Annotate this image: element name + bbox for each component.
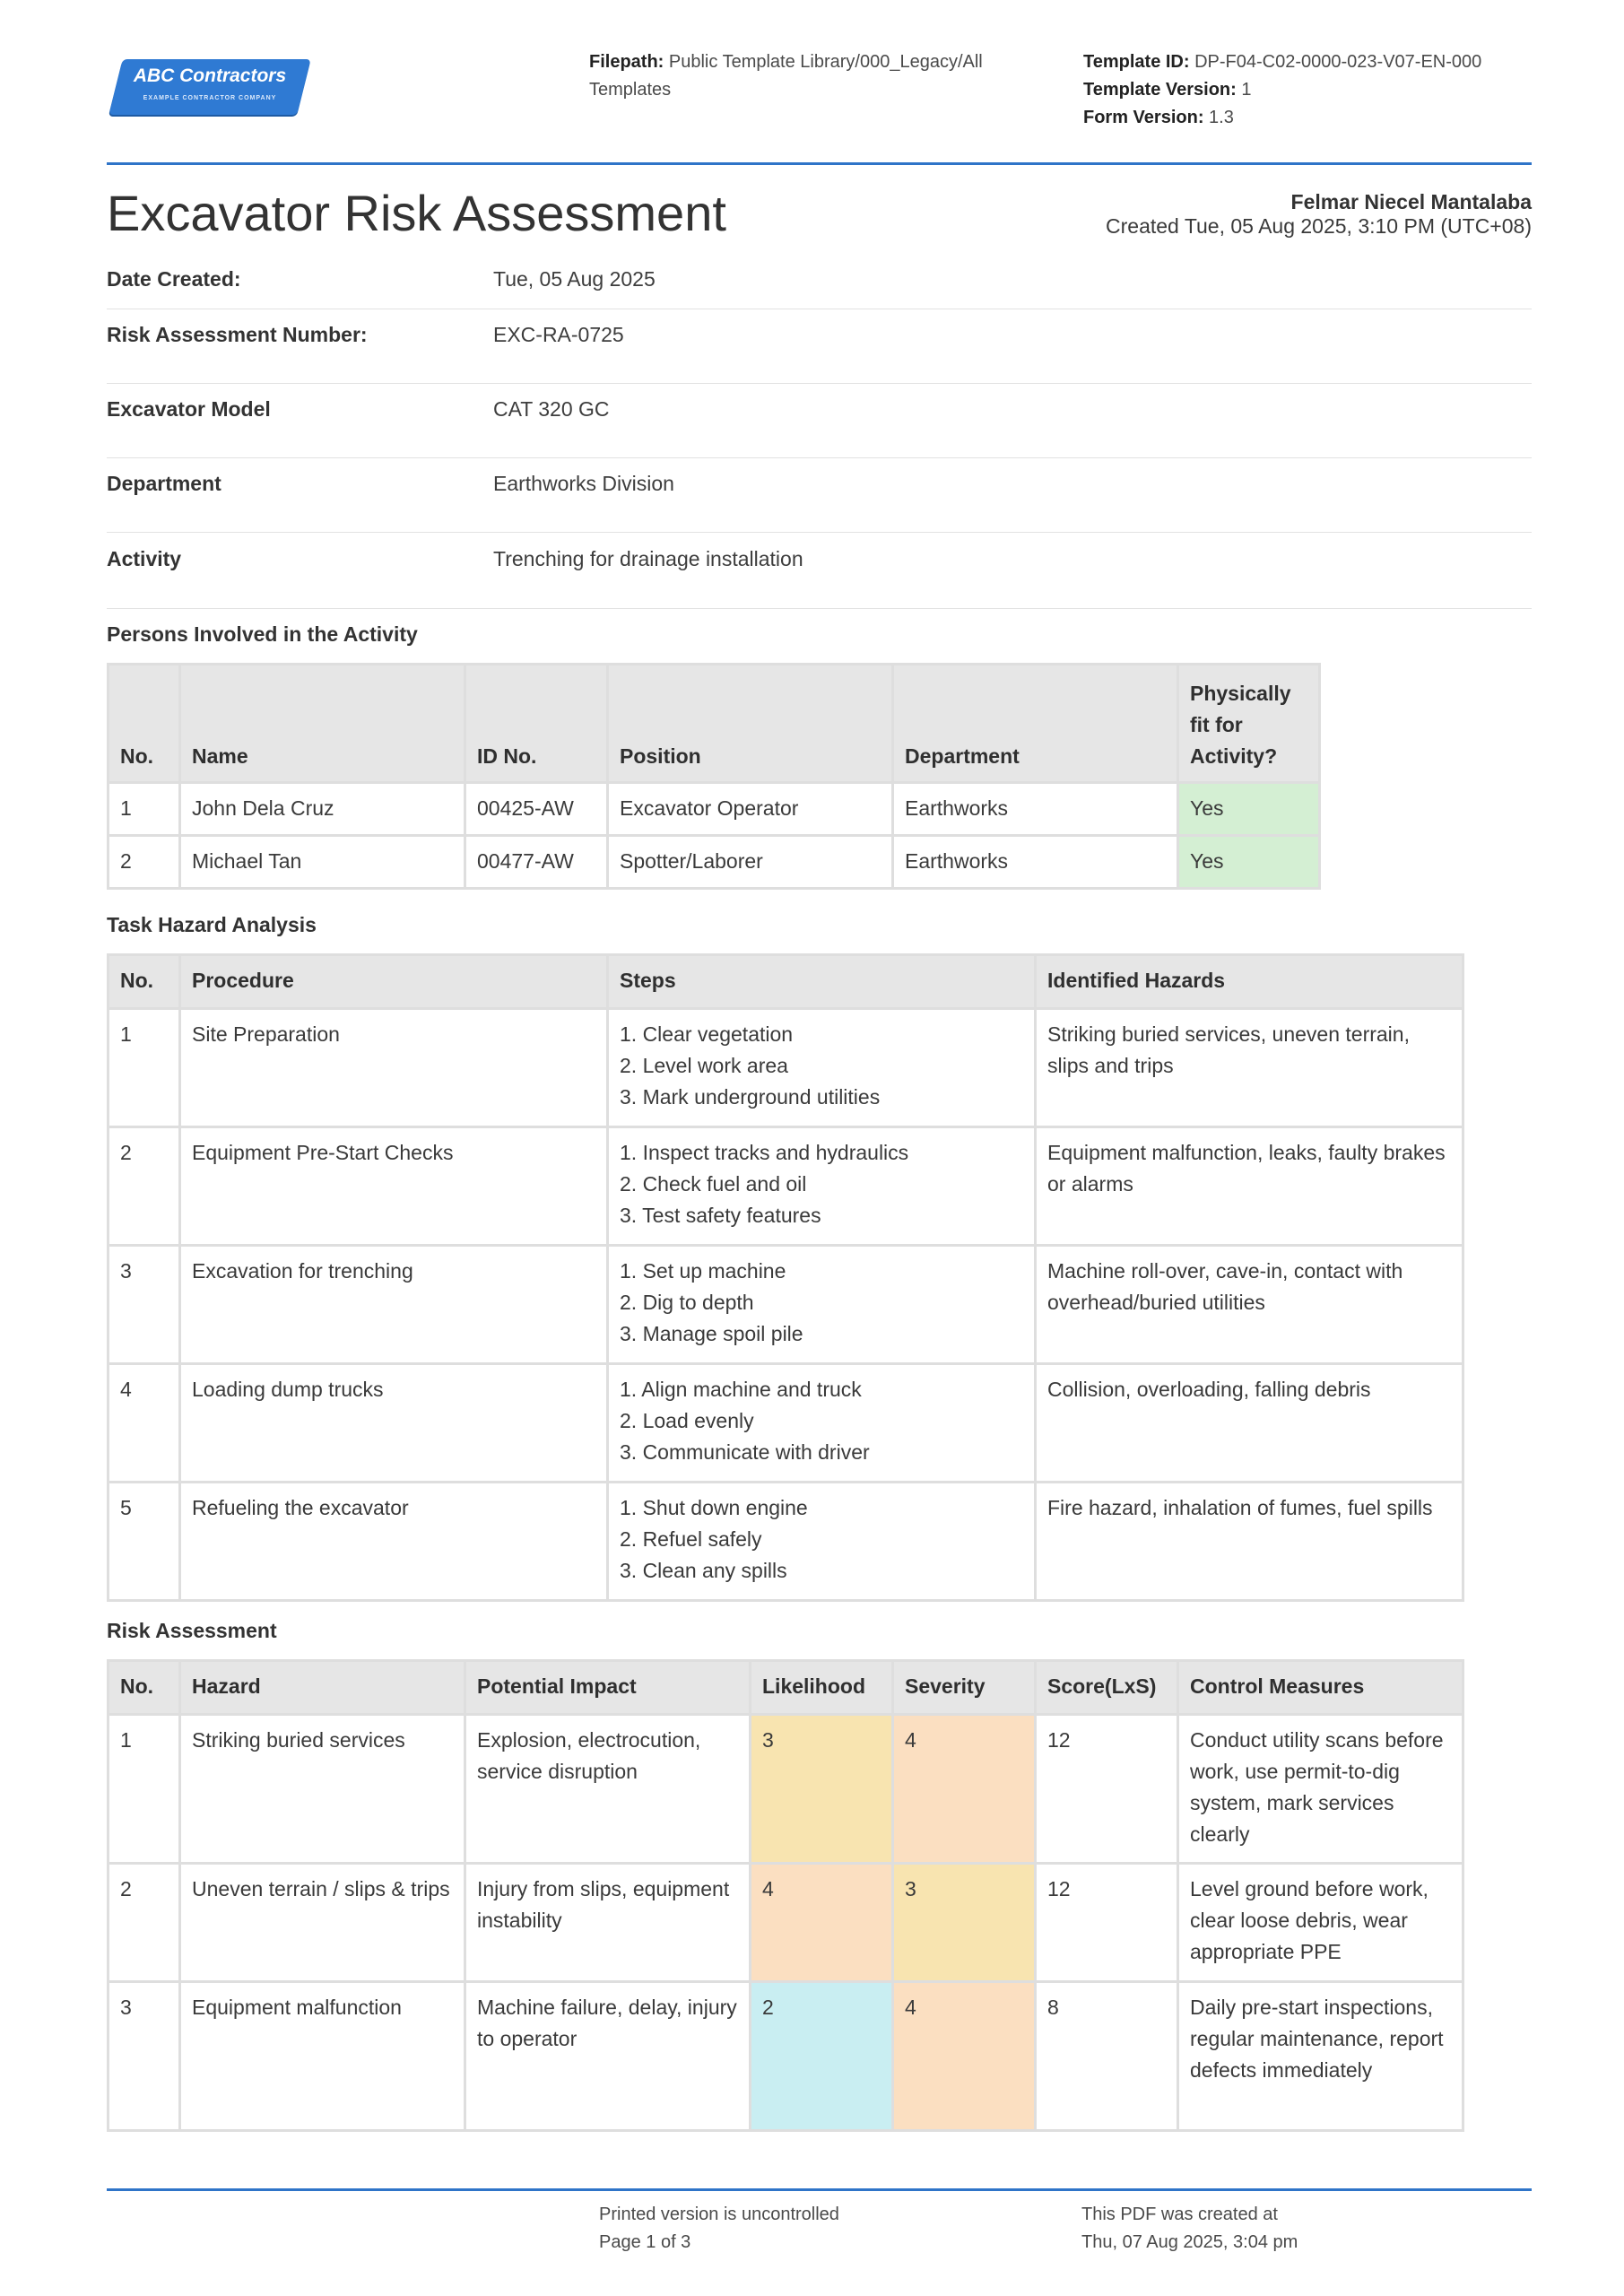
info-row-activity (107, 533, 1532, 609)
cell-likelihood: 4 (751, 1864, 893, 1982)
cell-name: Michael Tan (180, 836, 465, 889)
table-row (109, 1864, 1463, 1982)
table-row (109, 783, 1320, 836)
cell-hazard: Uneven terrain / slips & trips (180, 1864, 465, 1982)
info-row-risk-assessment-number (107, 309, 1532, 384)
column-header: Identified Hazards (1036, 955, 1463, 1009)
column-header: Hazard (180, 1661, 465, 1715)
step-item: 3. Test safety features (620, 1204, 821, 1227)
table-row (109, 1715, 1463, 1864)
column-header: No. (109, 1661, 180, 1715)
persons-table (107, 663, 1321, 890)
step-item: 2. Check fuel and oil (620, 1172, 807, 1196)
cell-severity: 4 (893, 1982, 1036, 2131)
footer-pdf-created (1081, 2201, 1298, 2257)
cell-procedure: Equipment Pre-Start Checks (180, 1127, 608, 1246)
cell-impact: Injury from slips, equipment instability (465, 1864, 751, 1982)
cell-hazards: Striking buried services, uneven terrain, slips and trips (1036, 1009, 1463, 1127)
author-name: Felmar Niecel Mantalaba (1290, 190, 1532, 213)
cell-no: 2 (109, 1127, 180, 1246)
cell-impact: Machine failure, delay, injury to operator (465, 1982, 751, 2131)
cell-steps (608, 1009, 1036, 1127)
form-version-value: 1.3 (1209, 108, 1234, 127)
cell-position: Spotter/Laborer (608, 836, 893, 889)
cell-control-measures: Daily pre-start inspections, regular maintenance, report defects immediately (1178, 1982, 1463, 2131)
cell-control-measures: Level ground before work, clear loose debris, wear appropriate PPE (1178, 1864, 1463, 1982)
step-item: 3. Mark underground utilities (620, 1085, 881, 1109)
page-number: Page 1 of 3 (599, 2232, 691, 2252)
column-header: Position (608, 665, 893, 783)
cell-procedure: Refueling the excavator (180, 1483, 608, 1601)
info-label: Date Created: (107, 267, 241, 291)
cell-severity: 3 (893, 1864, 1036, 1982)
cell-score: 8 (1036, 1982, 1178, 2131)
cell-position: Excavator Operator (608, 783, 893, 836)
cell-procedure: Loading dump trucks (180, 1364, 608, 1483)
pdf-created-label: This PDF was created at (1081, 2205, 1278, 2224)
column-header: Likelihood (751, 1661, 893, 1715)
footer-divider (107, 2188, 1532, 2191)
cell-likelihood: 2 (751, 1982, 893, 2131)
info-value: Trenching for drainage installation (493, 547, 803, 570)
table-header-row (109, 665, 1320, 783)
cell-id: 00425-AW (465, 783, 608, 836)
step-item: 1. Align machine and truck (620, 1378, 862, 1401)
filepath-value: Public Template Library/000_Legacy/All (668, 52, 983, 72)
table-row (109, 1364, 1463, 1483)
logo-tagline: EXAMPLE CONTRACTOR COMPANY (143, 95, 277, 101)
cell-no: 3 (109, 1982, 180, 2131)
cell-no: 5 (109, 1483, 180, 1601)
template-id-label: Template ID: (1083, 52, 1190, 72)
cell-hazards: Fire hazard, inhalation of fumes, fuel spills (1036, 1483, 1463, 1601)
step-item: 3. Clean any spills (620, 1559, 787, 1582)
table-row (109, 1246, 1463, 1364)
created-timestamp: Created Tue, 05 Aug 2025, 3:10 PM (UTC+08) (1106, 214, 1532, 238)
filepath-block (589, 48, 1046, 104)
cell-score: 12 (1036, 1864, 1178, 1982)
column-header: Potential Impact (465, 1661, 751, 1715)
filepath-value-cont: Templates (589, 80, 672, 100)
form-version-label: Form Version: (1083, 108, 1204, 127)
cell-no: 2 (109, 836, 180, 889)
info-row-excavator-model (107, 384, 1532, 458)
info-value: Tue, 05 Aug 2025 (493, 267, 656, 291)
cell-procedure: Excavation for trenching (180, 1246, 608, 1364)
column-header: Steps (608, 955, 1036, 1009)
info-row-department (107, 458, 1532, 533)
column-header: ID No. (465, 665, 608, 783)
cell-physically-fit: Yes (1178, 783, 1320, 836)
filepath-label: Filepath: (589, 52, 664, 72)
table-row (109, 1127, 1463, 1246)
cell-procedure: Site Preparation (180, 1009, 608, 1127)
step-item: 2. Refuel safely (620, 1527, 762, 1551)
column-header: Control Measures (1178, 1661, 1463, 1715)
cell-steps (608, 1364, 1036, 1483)
info-label: Excavator Model (107, 397, 271, 421)
table-row (109, 1982, 1463, 2131)
column-header: No. (109, 955, 180, 1009)
cell-no: 4 (109, 1364, 180, 1483)
template-version-label: Template Version: (1083, 80, 1237, 100)
cell-score: 12 (1036, 1715, 1178, 1864)
uncontrolled-notice: Printed version is uncontrolled (599, 2205, 839, 2224)
step-item: 1. Inspect tracks and hydraulics (620, 1141, 909, 1164)
cell-no: 1 (109, 1009, 180, 1127)
section-title-task-hazard-analysis: Task Hazard Analysis (107, 913, 317, 936)
table-row (109, 1009, 1463, 1127)
info-label: Activity (107, 547, 182, 570)
info-row-date-created (107, 260, 1532, 309)
logo-company-name: ABC Contractors (133, 65, 287, 86)
table-row (109, 1483, 1463, 1601)
info-value: CAT 320 GC (493, 397, 610, 421)
info-label: Risk Assessment Number: (107, 323, 368, 346)
cell-id: 00477-AW (465, 836, 608, 889)
cell-severity: 4 (893, 1715, 1036, 1864)
column-header: No. (109, 665, 180, 783)
cell-no: 3 (109, 1246, 180, 1364)
cell-hazards: Machine roll-over, cave-in, contact with overhead/buried utilities (1036, 1246, 1463, 1364)
cell-likelihood: 3 (751, 1715, 893, 1864)
step-item: 2. Load evenly (620, 1409, 754, 1432)
step-item: 2. Dig to depth (620, 1291, 754, 1314)
info-label: Department (107, 472, 221, 495)
column-header: Name (180, 665, 465, 783)
cell-steps (608, 1483, 1036, 1601)
section-title-risk-assessment: Risk Assessment (107, 1619, 277, 1642)
section-title-persons: Persons Involved in the Activity (107, 622, 418, 646)
header-divider (107, 162, 1532, 165)
author-block (1106, 190, 1532, 239)
cell-hazard: Striking buried services (180, 1715, 465, 1864)
cell-control-measures: Conduct utility scans before work, use permit-to-dig system, mark services clearly (1178, 1715, 1463, 1864)
cell-hazard: Equipment malfunction (180, 1982, 465, 2131)
step-item: 3. Manage spoil pile (620, 1322, 803, 1345)
cell-hazards: Collision, overloading, falling debris (1036, 1364, 1463, 1483)
risk-assessment-table (107, 1659, 1464, 2132)
column-header: Severity (893, 1661, 1036, 1715)
table-header-row (109, 955, 1463, 1009)
column-header: Procedure (180, 955, 608, 1009)
cell-hazards: Equipment malfunction, leaks, faulty brakes or alarms (1036, 1127, 1463, 1246)
cell-no: 1 (109, 1715, 180, 1864)
cell-physically-fit: Yes (1178, 836, 1320, 889)
column-header: Physically fit for Activity? (1178, 665, 1320, 783)
cell-steps (608, 1127, 1036, 1246)
document-title: Excavator Risk Assessment (107, 185, 726, 241)
pdf-created-date: Thu, 07 Aug 2025, 3:04 pm (1081, 2232, 1298, 2252)
table-header-row (109, 1661, 1463, 1715)
template-info-block (1083, 48, 1550, 132)
step-item: 2. Level work area (620, 1054, 788, 1077)
footer-print-notice (599, 2201, 839, 2257)
info-value: EXC-RA-0725 (493, 323, 624, 346)
cell-steps (608, 1246, 1036, 1364)
info-value: Earthworks Division (493, 472, 674, 495)
cell-name: John Dela Cruz (180, 783, 465, 836)
cell-no: 1 (109, 783, 180, 836)
column-header: Department (893, 665, 1178, 783)
step-item: 1. Shut down engine (620, 1496, 808, 1519)
column-header: Score(LxS) (1036, 1661, 1178, 1715)
cell-department: Earthworks (893, 783, 1178, 836)
cell-department: Earthworks (893, 836, 1178, 889)
table-row (109, 836, 1320, 889)
step-item: 1. Clear vegetation (620, 1022, 794, 1046)
template-id-value: DP-F04-C02-0000-023-V07-EN-000 (1194, 52, 1482, 72)
company-logo (107, 59, 313, 118)
cell-impact: Explosion, electrocution, service disruption (465, 1715, 751, 1864)
step-item: 1. Set up machine (620, 1259, 786, 1283)
task-hazard-table (107, 953, 1464, 1602)
step-item: 3. Communicate with driver (620, 1440, 870, 1464)
template-version-value: 1 (1241, 80, 1252, 100)
cell-no: 2 (109, 1864, 180, 1982)
